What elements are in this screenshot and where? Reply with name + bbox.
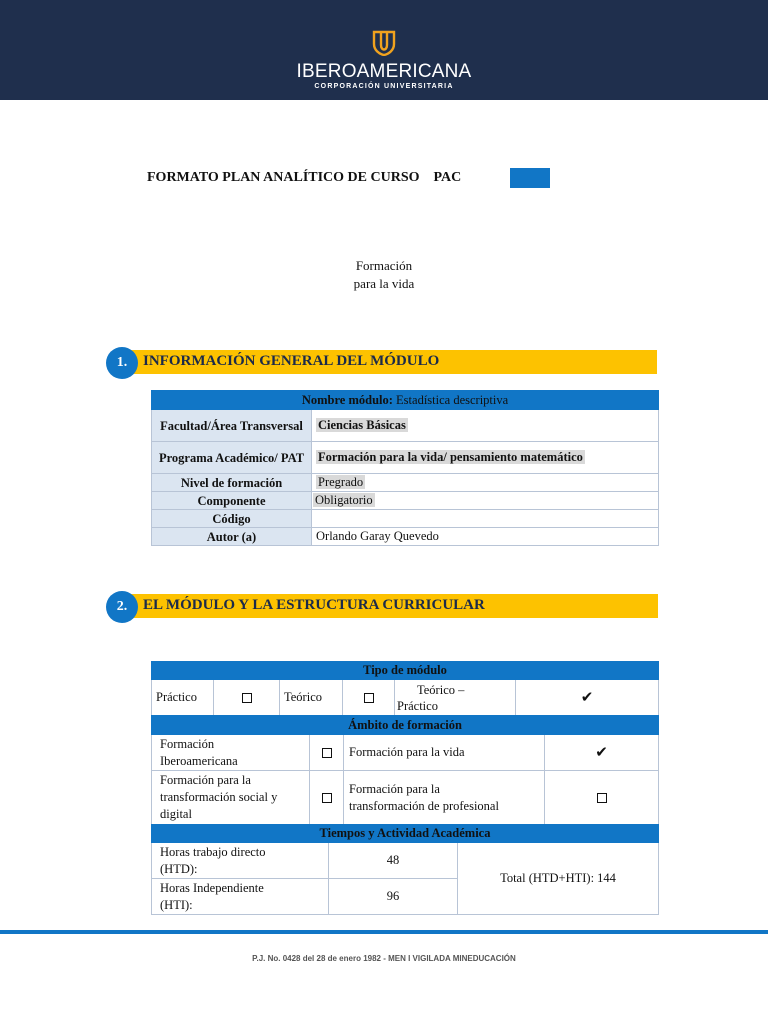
table-row	[152, 492, 659, 510]
htd-label-line-2: (HTD):	[160, 861, 198, 876]
module-name-label: Nombre módulo:	[301, 392, 393, 407]
teorico-practico-line-2: Práctico	[397, 698, 438, 713]
scope-iberoamericana-checkbox[interactable]	[322, 748, 332, 758]
table-row	[152, 410, 659, 442]
practico-label: Práctico	[152, 680, 214, 716]
tagline-line-1: Formación	[355, 258, 413, 273]
level-value: Pregrado	[318, 475, 364, 489]
brand-name: IBEROAMERICANA	[296, 61, 472, 82]
table-row	[152, 528, 659, 546]
scope-transformacion-line-3: digital	[160, 807, 192, 821]
time-table	[151, 824, 659, 915]
general-info-table	[151, 390, 659, 546]
scope-iberoamericana-line-1: Formación	[160, 736, 215, 751]
code-label: Código	[152, 510, 312, 528]
teorico-practico-label	[395, 680, 516, 716]
title-color-box	[510, 168, 550, 188]
module-type-header-row	[152, 662, 659, 680]
scope-profesional-checkbox-cell	[545, 771, 659, 825]
table-row	[152, 442, 659, 474]
scope-transformacion-checkbox-cell	[310, 771, 344, 825]
module-name-value: Estadística descriptiva	[396, 392, 509, 407]
level-value-cell	[312, 474, 659, 492]
scope-profesional-line-2: transformación de profesional	[349, 798, 499, 813]
section-1-title: INFORMACIÓN GENERAL DEL MÓDULO	[143, 353, 440, 369]
practico-checkbox-cell	[214, 680, 280, 716]
module-type-header: Tipo de módulo	[152, 662, 659, 680]
program-label: Programa Académico/ PAT	[152, 442, 312, 474]
scope-header: Ámbito de formación	[152, 716, 659, 735]
page-header	[0, 0, 768, 100]
code-value	[312, 510, 659, 528]
module-name-row	[152, 391, 659, 410]
scope-transformacion-line-2: transformación social y	[160, 790, 278, 804]
scope-iberoamericana-line-2: Iberoamericana	[160, 753, 238, 768]
faculty-value-cell	[312, 410, 659, 442]
hti-label	[152, 879, 329, 915]
shield-icon	[372, 30, 396, 56]
footer-divider	[0, 930, 768, 934]
module-type-table	[151, 661, 659, 716]
program-value: Formación para la vida/ pensamiento matemático	[318, 450, 583, 464]
table-row	[152, 510, 659, 528]
teorico-label: Teórico	[280, 680, 343, 716]
htd-row	[152, 843, 659, 879]
section-2-title: EL MÓDULO Y LA ESTRUCTURA CURRICULAR	[143, 597, 485, 613]
footer-text: P.J. No. 0428 del 28 de enero 1982 - MEN I VIGILADA MINEDUCACIÓN	[252, 954, 516, 963]
document-title: FORMATO PLAN ANALÍTICO DE CURSO PAC	[147, 170, 462, 185]
author-value: Orlando Garay Quevedo	[312, 528, 659, 546]
hti-value: 96	[329, 879, 458, 915]
hti-label-line-2: (HTI):	[160, 897, 193, 912]
scope-vida: Formación para la vida	[344, 735, 545, 771]
component-value-cell	[312, 492, 659, 510]
scope-iberoamericana	[152, 735, 310, 771]
practico-checkbox[interactable]	[242, 693, 252, 703]
tagline-line-2: para la vida	[353, 276, 415, 291]
scope-header-row	[152, 716, 659, 735]
teorico-checkbox[interactable]	[364, 693, 374, 703]
scope-vida-check[interactable]: ✔	[545, 735, 659, 771]
teorico-practico-check[interactable]: ✔	[516, 680, 659, 716]
teorico-checkbox-cell	[343, 680, 395, 716]
scope-transformacion	[152, 771, 310, 825]
scope-iberoamericana-checkbox-cell	[310, 735, 344, 771]
htd-label-line-1: Horas trabajo directo	[160, 844, 266, 859]
htd-label	[152, 843, 329, 879]
teorico-practico-line-1: Teórico –	[417, 682, 465, 697]
author-label: Autor (a)	[152, 528, 312, 546]
component-value: Obligatorio	[315, 493, 373, 507]
section-2-number: 2.	[106, 591, 138, 623]
component-label: Componente	[152, 492, 312, 510]
scope-profesional-line-1: Formación para la	[349, 781, 440, 796]
module-name-cell	[152, 391, 659, 410]
scope-row-2	[152, 771, 659, 825]
scope-row-1	[152, 735, 659, 771]
institution-logo	[0, 30, 768, 90]
table-row	[152, 474, 659, 492]
module-type-row	[152, 680, 659, 716]
scope-profesional-checkbox[interactable]	[597, 793, 607, 803]
htd-value: 48	[329, 843, 458, 879]
time-header: Tiempos y Actividad Académica	[152, 825, 659, 843]
scope-profesional	[344, 771, 545, 825]
hti-label-line-1: Horas Independiente	[160, 880, 264, 895]
section-1-number: 1.	[106, 347, 138, 379]
total-hours: Total (HTD+HTI): 144	[458, 843, 659, 915]
time-header-row	[152, 825, 659, 843]
brand-subtitle: CORPORACIÓN UNIVERSITARIA	[314, 83, 454, 90]
scope-transformacion-line-1: Formación para la	[160, 773, 251, 787]
level-label: Nivel de formación	[152, 474, 312, 492]
faculty-label: Facultad/Área Transversal	[152, 410, 312, 442]
program-value-cell	[312, 442, 659, 474]
scope-transformacion-checkbox[interactable]	[322, 793, 332, 803]
faculty-value: Ciencias Básicas	[318, 418, 406, 432]
scope-table	[151, 715, 659, 825]
tagline	[334, 257, 434, 293]
